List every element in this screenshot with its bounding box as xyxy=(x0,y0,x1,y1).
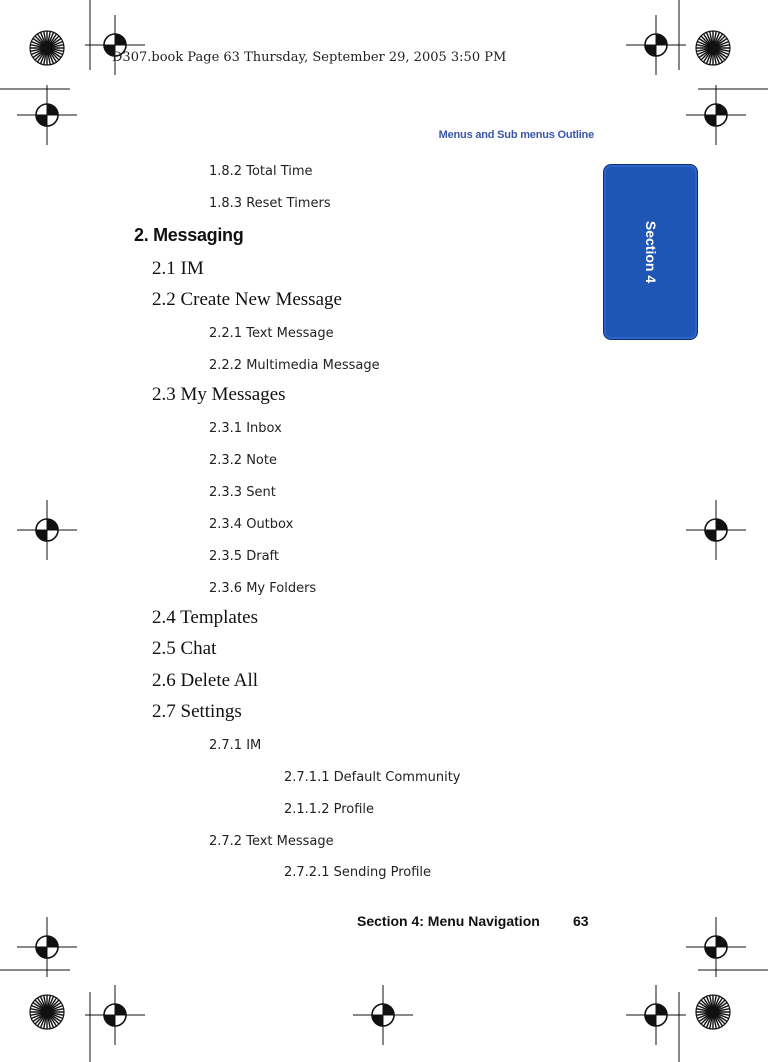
outline-entry: 2.3.5 Draft xyxy=(209,549,279,564)
outline-entry: 2.7.1.1 Default Community xyxy=(284,770,461,785)
outline-entry: 2.7.2 Text Message xyxy=(209,834,334,849)
outline-entry: 2.3.6 My Folders xyxy=(209,581,317,596)
outline-heading: 2. Messaging xyxy=(134,225,244,245)
outline-entry: 2.3 My Messages xyxy=(152,384,286,405)
page-number: 63 xyxy=(573,913,589,929)
outline-entry: 2.3.1 Inbox xyxy=(209,421,282,436)
outline-entry: 1.8.2 Total Time xyxy=(209,164,313,179)
outline-entry: 2.3.4 Outbox xyxy=(209,517,294,532)
outline-entry: 2.7.1 IM xyxy=(209,738,262,753)
outline-entry: 2.1.1.2 Profile xyxy=(284,802,375,817)
section-tab-label: Section 4 xyxy=(642,220,659,284)
outline-entry: 2.7 Settings xyxy=(152,701,242,722)
outline-entry: 2.1 IM xyxy=(152,258,204,279)
outline-entry: 1.8.3 Reset Timers xyxy=(209,196,331,211)
outline-entry: 2.6 Delete All xyxy=(152,670,259,691)
outline-entry: 2.7.2.1 Sending Profile xyxy=(284,865,432,880)
outline-entry: 2.3.3 Sent xyxy=(209,485,276,500)
outline-entry: 2.3.2 Note xyxy=(209,453,277,468)
outline-entry: 2.4 Templates xyxy=(152,607,258,628)
print-slug: D307.book Page 63 Thursday, September 29, 2005 3:50 PM xyxy=(112,50,507,65)
outline-entry: 2.2.1 Text Message xyxy=(209,326,334,341)
footer-section-title: Section 4: Menu Navigation xyxy=(357,913,540,929)
outline-entry: 2.2.2 Multimedia Message xyxy=(209,358,380,373)
outline-entry: 2.2 Create New Message xyxy=(152,289,342,310)
outline-entry: 2.5 Chat xyxy=(152,638,217,659)
section-tab xyxy=(603,164,698,340)
running-head: Menus and Sub menus Outline xyxy=(438,129,594,141)
